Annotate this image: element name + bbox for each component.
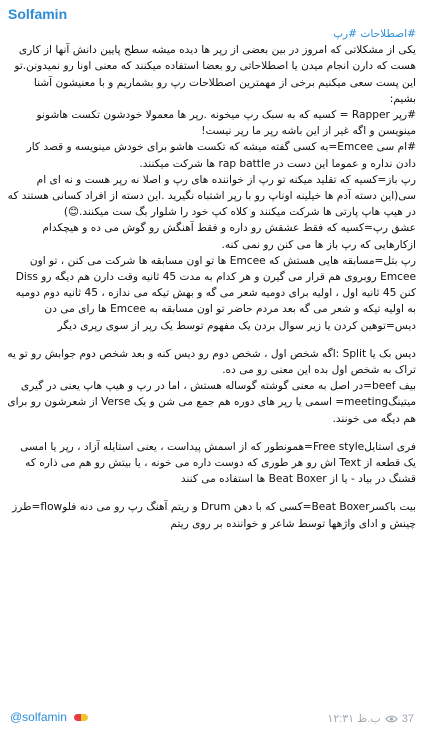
paragraph-gap <box>6 427 416 439</box>
post-paragraph: دیس بک یا Split :اگه شخص اول ، شخص دوم رو دیس کنه و بعد شخص دوم جوابش رو تو یه تراک به شخص اول بده این معنی رو می ده. <box>7 347 416 377</box>
post-paragraph: دیس=توهین کردن یا زیر سوال بردن یک مفهوم توسط یک رپر از سوی رپری دیگر <box>57 319 416 332</box>
view-count: 37 <box>401 712 414 725</box>
paragraph-gap <box>6 334 416 346</box>
post-paragraph: رپ بتل=مسابقه هایی هستش که Emcee ها تو اون مسابقه ها شرکت می کنن ، تو اون Emcee روبروی هم قرار می گیرن و هر کدام به مدت 45 ثانیه وقت دارن هم دیگه رو Diss کنن 45 ثانیه اول ، اولیه برای دومیه شعر می گه و بهش تیکه می ندازه ، 45 ثانیه دوم دومیه به اولیه تیکه و شعر می گه بعد مردم حاضر تو اون مسابقه به Emcee ها رای می دن <box>15 254 416 316</box>
eye-icon <box>385 715 398 723</box>
post-paragraph: فری استایلFree style=همونطور که از اسمش پیداست ، یعنی استایله آزاد ، رپر یا امسی یک قطعه از Text اش رو هر طوری که دوست داره می خونه ، یا بیتش رو هم می ذاره که قشنگ در بیاد - یا از Beat Boxer ها استفاده می کنند <box>20 440 416 486</box>
post-paragraph: یکی از مشکلاتی که امروز در بین بعضی از رپر ها دیده میشه سطح پایین دانش آنها از کاری هست که دارن انجام میدن یا اصطلاحاتی رو بعضا استفاده میکنند که معنی اونا رو نمیدونن.تو این پست سعی میکنیم برخی از مهمترین اصطلاحات رپ رو بشماریم و با معنیشون آشنا بشیم: <box>14 44 416 105</box>
channel-link-text[interactable]: @solfamin <box>10 710 67 724</box>
post-paragraph: رپ باز=کسیه که تقلید میکنه تو رپ از خواننده های رپ و اصلا نه رپر هست و نه ای ام سی(این دسته آدم ها خیلینه اوناپ رو با رپر اشتباه نگیرید .این دسته از افراد کسانی هستند که در هیپ هاپ پارتی ها شرکت میکنند و کلاه کپ خود را شلوار بگ ست میکنند.😊) <box>7 173 416 219</box>
post-paragraph: عشق رپ=کسیه که فقط عشقش رو داره و فقط آهنگش رو گوش می ده و هیچکدام ازکارهایی که رپ باز ها می کنن رو نمی کنه. <box>42 222 416 251</box>
channel-link[interactable] <box>10 710 88 724</box>
pill-emoji-icon <box>74 714 88 721</box>
post-paragraph: بیف beef=در اصل به معنی گوشته گوساله هستش ، اما در رپ و هیپ هاپ یعنی در گیری <box>20 380 416 393</box>
post-paragraph: #ام سی Emcee=به کسی گفته میشه که تکست هاشو برای خودش مینویسه و قصد کار دادن نداره و عموما این دست در rap battle ها شرکت میکنند. <box>26 141 416 170</box>
post-time: ب.ظ ۱۲:۳۱ <box>327 713 381 725</box>
post-body <box>6 26 416 532</box>
post-hashtags[interactable]: #اصطلاحات #رپ <box>333 28 416 40</box>
post-paragraph: #رپر Rapper = کسیه که به سبک رپ میخونه .رپر ها معمولا خودشون تکست هاشونو مینویسن و اگه غیر از این باشه رپر ما رپر نیست! <box>36 109 416 138</box>
paragraph-gap <box>6 487 416 499</box>
post-paragraph: بیت باکسرBeat Boxer=کسی که با دهن Drum و ریتم آهنگ رپ رو می دنه فلوflow=طرز چینش و ادای واژهها توسط شاعر و خواننده بر روی ریتم <box>12 501 416 530</box>
channel-name[interactable]: Solfamin <box>8 6 68 22</box>
post-paragraph: میتینگmeeting= اسمی یا رپر های دوره هم جمع می شن و یک Verse از شعرشون رو برای هم دیگه می خونند. <box>7 396 416 425</box>
post-meta <box>327 712 414 725</box>
